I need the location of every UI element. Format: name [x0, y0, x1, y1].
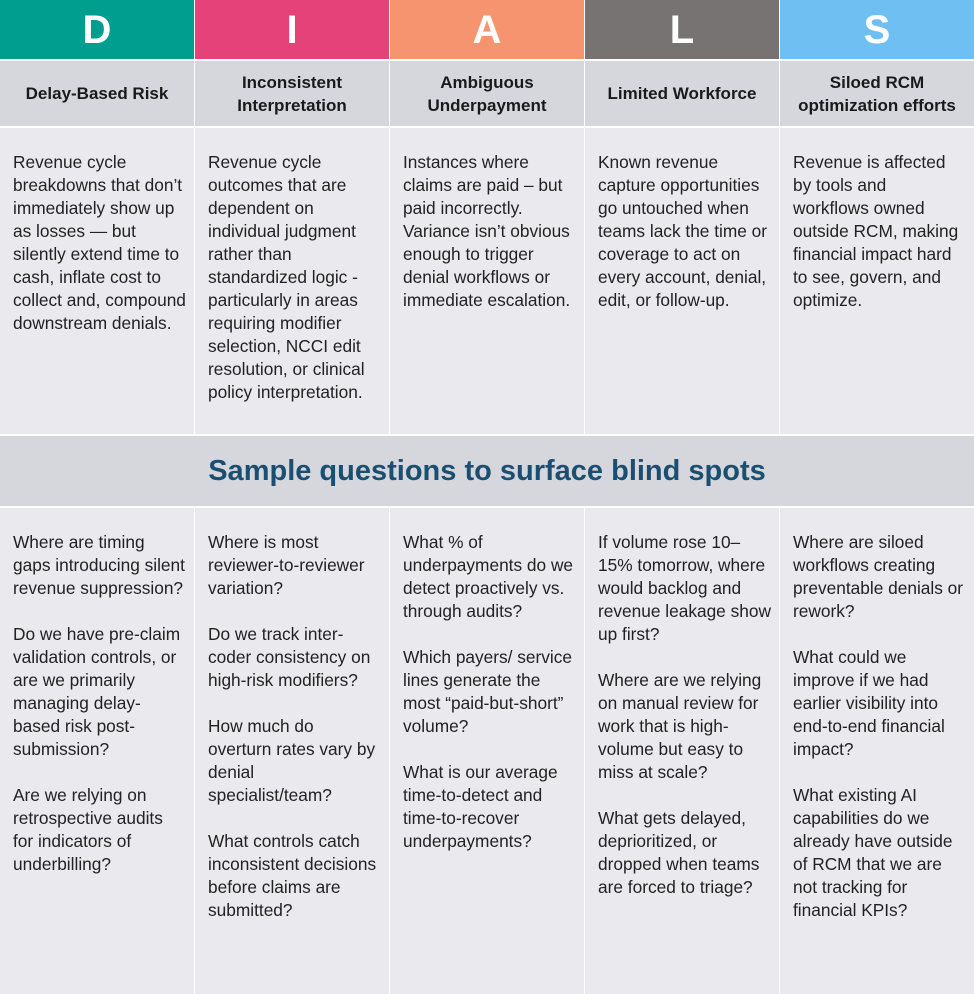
definition-inconsistent-interpretation: Revenue cycle outcomes that are dependent on individual judgment rather than standardized logic - particularly in areas requiring modifier selection, NCCI edit resolution, or clinical policy interpretation. [195, 128, 389, 434]
letter-row [0, 0, 974, 59]
questions-banner [0, 434, 974, 508]
letter-s: S [780, 0, 974, 59]
question: Which payers/ service lines generate the most “paid-but-short” volume? [403, 647, 573, 736]
question: What is our average time-to-detect and time-to-recover underpayments? [403, 762, 558, 851]
letter-i: I [195, 0, 389, 59]
question: What controls catch inconsistent decisions before claims are submitted? [208, 831, 377, 920]
letter-l: L [585, 0, 779, 59]
questions-ambiguous-underpayment [390, 508, 584, 994]
heading-delay-based-risk: Delay-Based Risk [0, 61, 194, 126]
question: How much do overturn rates vary by denial specialist/team? [208, 716, 376, 805]
questions-inconsistent-interpretation [195, 508, 389, 994]
question: Do we track inter-coder consistency on high-risk modifiers? [208, 624, 371, 690]
question: Where are we relying on manual review for work that is high-volume but easy to miss at scale? [598, 670, 762, 782]
heading-siloed-rcm: Siloed RCM optimization efforts [780, 61, 974, 126]
letter-a: A [390, 0, 584, 59]
questions-limited-workforce [585, 508, 779, 994]
definition-limited-workforce: Known revenue capture opportunities go untouched when teams lack the time or coverage to act on every account, denial, edit, or follow-up. [585, 128, 779, 434]
question: What existing AI capabilities do we already have outside of RCM that we are not tracking for financial KPIs? [793, 785, 953, 920]
definition-ambiguous-underpayment: Instances where claims are paid – but paid incorrectly. Variance isn’t obvious enough to trigger denial workflows or immediate escalation. [390, 128, 584, 434]
banner-title: Sample questions to surface blind spots [208, 454, 766, 487]
question: What could we improve if we had earlier visibility into end-to-end financial impact? [793, 647, 945, 759]
question: Where are siloed workflows creating preventable denials or rework? [793, 532, 964, 621]
questions-delay-based-risk [0, 508, 194, 994]
question: Do we have pre-claim validation controls, or are we primarily managing delay-based risk post-submission? [13, 624, 181, 759]
question: Where are timing gaps introducing silent revenue suppression? [13, 532, 185, 598]
question: What gets delayed, deprioritized, or dropped when teams are forced to triage? [598, 808, 760, 897]
question: Are we relying on retrospective audits for indicators of underbilling? [13, 785, 163, 874]
questions-siloed-rcm [780, 508, 974, 994]
definition-delay-based-risk: Revenue cycle breakdowns that don’t immediately show up as losses — but silently extend time to cash, inflate cost to collect and, compound downstream denials. [0, 128, 194, 434]
heading-row [0, 61, 974, 126]
definition-row [0, 128, 974, 434]
question: Where is most reviewer-to-reviewer variation? [208, 532, 365, 598]
heading-ambiguous-underpayment: Ambiguous Underpayment [390, 61, 584, 126]
question: What % of underpayments do we detect proactively vs. through audits? [403, 532, 574, 621]
questions-row [0, 508, 974, 994]
definition-siloed-rcm: Revenue is affected by tools and workflows owned outside RCM, making financial impact hard to see, govern, and optimize. [780, 128, 974, 434]
heading-inconsistent-interpretation: Inconsistent Interpretation [195, 61, 389, 126]
letter-d: D [0, 0, 194, 59]
question: If volume rose 10–15% tomorrow, where would backlog and revenue leakage show up first? [598, 532, 771, 644]
heading-limited-workforce: Limited Workforce [585, 61, 779, 126]
